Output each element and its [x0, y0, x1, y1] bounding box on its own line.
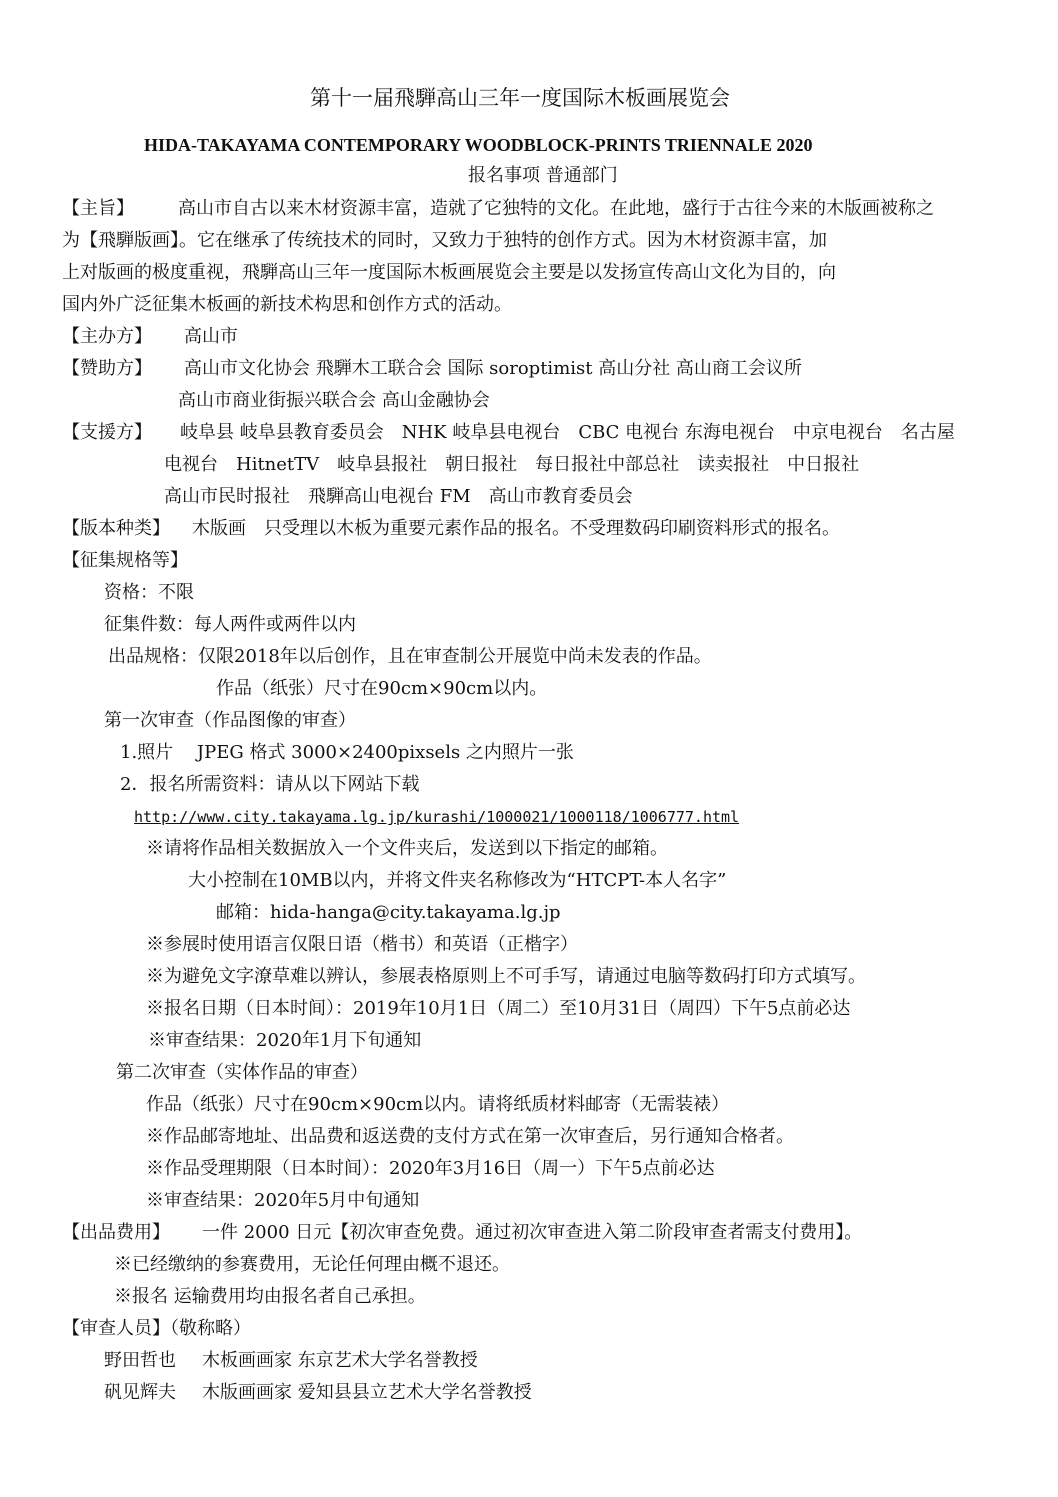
second-review-heading: 第二次审查（实体作品的审查） — [116, 1062, 368, 1083]
purpose-line: 高山市自古以来木材资源丰富，造就了它独特的文化。在此地，盛行于古往今来的木版画被称之 — [178, 198, 934, 219]
fee-note: ※报名 运输费用均由报名者自己承担。 — [114, 1286, 426, 1307]
fee-label: 【出品费用】 — [62, 1222, 170, 1243]
second-review-line: ※作品邮寄地址、出品费和返送费的支付方式在第一次审查后，另行通知合格者。 — [146, 1126, 794, 1147]
sponsors-line: 高山市商业街振兴联合会 高山金融协会 — [178, 390, 490, 411]
eligibility: 资格：不限 — [104, 582, 194, 603]
judges-label: 【审查人员】（敬称略） — [62, 1318, 251, 1339]
first-review-materials: 2．报名所需资料：请从以下网站下载 — [120, 774, 420, 795]
document-title: 第十一届飛騨高山三年一度国际木板画展览会 — [310, 86, 730, 110]
organizer-value: 高山市 — [184, 326, 238, 347]
purpose-label: 【主旨】 — [62, 198, 134, 219]
purpose-line: 上对版画的极度重视，飛騨高山三年一度国际木板画展览会主要是以发扬宣传高山文化为目的，向 — [62, 262, 836, 283]
supporters-line: 电视台 HitnetTV 岐阜县报社 朝日报社 每日报社中部总社 读卖报社 中日报社 — [164, 454, 860, 475]
second-review-line: ※作品受理期限（日本时间）：2020年3月16日（周一）下午5点前必达 — [146, 1158, 715, 1179]
second-review-result: ※审查结果：2020年5月中旬通知 — [146, 1190, 420, 1211]
submission-count: 征集件数：每人两件或两件以内 — [104, 614, 356, 635]
supporters-label: 【支援方】 — [62, 422, 152, 443]
submission-spec: 出品规格：仅限2018年以后创作，且在审查制公开展览中尚未发表的作品。 — [108, 646, 712, 667]
judge-role: 木版画画家 爱知县县立艺术大学名誉教授 — [202, 1382, 532, 1403]
document-subtitle: 报名事项 普通部门 — [468, 165, 618, 186]
email-address: 邮箱：hida-hanga@city.takayama.lg.jp — [216, 902, 561, 923]
first-review-note: 大小控制在10MB以内，并将文件夹名称修改为“HTCPT-本人名字” — [188, 870, 727, 891]
document-title-english: HIDA-TAKAYAMA CONTEMPORARY WOODBLOCK-PRINTS TRIENNALE 2020 — [144, 135, 813, 155]
first-review-note: ※请将作品相关数据放入一个文件夹后，发送到以下指定的邮箱。 — [146, 838, 668, 859]
first-review-note: ※为避免文字潦草难以辨认，参展表格原则上不可手写，请通过电脑等数码打印方式填写。 — [146, 966, 866, 987]
purpose-line: 为【飛騨版画】。它在继承了传统技术的同时，又致力于独特的创作方式。因为木材资源丰富，加 — [62, 230, 827, 251]
fee-note: ※已经缴纳的参赛费用，无论任何理由概不退还。 — [114, 1254, 510, 1275]
second-review-line: 作品（纸张）尺寸在90cm×90cm以内。请将纸质材料邮寄（无需装裱） — [146, 1094, 730, 1115]
sponsors-line: 高山市文化协会 飛騨木工联合会 国际 soroptimist 高山分社 高山商工会议所 — [184, 358, 802, 379]
judge-name: 野田哲也 — [104, 1350, 176, 1371]
sponsors-label: 【赞助方】 — [62, 358, 152, 379]
organizer-label: 【主办方】 — [62, 326, 152, 347]
first-review-photo: 1.照片 JPEG 格式 3000×2400pixsels 之内照片一张 — [120, 742, 574, 763]
requirements-label: 【征集规格等】 — [62, 550, 188, 571]
fee-value: 一件 2000 日元【初次审查免费。通过初次审查进入第二阶段审查者需支付费用】。 — [202, 1222, 863, 1243]
judge-role: 木板画画家 东京艺术大学名誉教授 — [202, 1350, 478, 1371]
supporters-line: 高山市民时报社 飛騨高山电视台 FM 高山市教育委员会 — [164, 486, 633, 507]
supporters-line: 岐阜县 岐阜县教育委员会 NHK 岐阜县电视台 CBC 电视台 东海电视台 中京电视台 名古屋 — [180, 422, 955, 443]
purpose-line: 国内外广泛征集木板画的新技术构思和创作方式的活动。 — [62, 294, 512, 315]
judge-name: 矾见辉夫 — [104, 1382, 176, 1403]
submission-size: 作品（纸张）尺寸在90cm×90cm以内。 — [216, 678, 548, 699]
print-type-label: 【版本种类】 — [62, 518, 170, 539]
first-review-result: ※审查结果：2020年1月下旬通知 — [148, 1030, 422, 1051]
download-link[interactable]: http://www.city.takayama.lg.jp/kurashi/1000021/1000118/1006777.html — [134, 808, 740, 826]
first-review-heading: 第一次审查（作品图像的审查） — [104, 710, 356, 731]
print-type-value: 木版画 只受理以木板为重要元素作品的报名。不受理数码印刷资料形式的报名。 — [192, 518, 840, 539]
first-review-note: ※参展时使用语言仅限日语（楷书）和英语（正楷字） — [146, 934, 578, 955]
application-deadline: ※报名日期（日本时间）：2019年10月1日（周二）至10月31日（周四）下午5点前必达 — [146, 998, 851, 1019]
